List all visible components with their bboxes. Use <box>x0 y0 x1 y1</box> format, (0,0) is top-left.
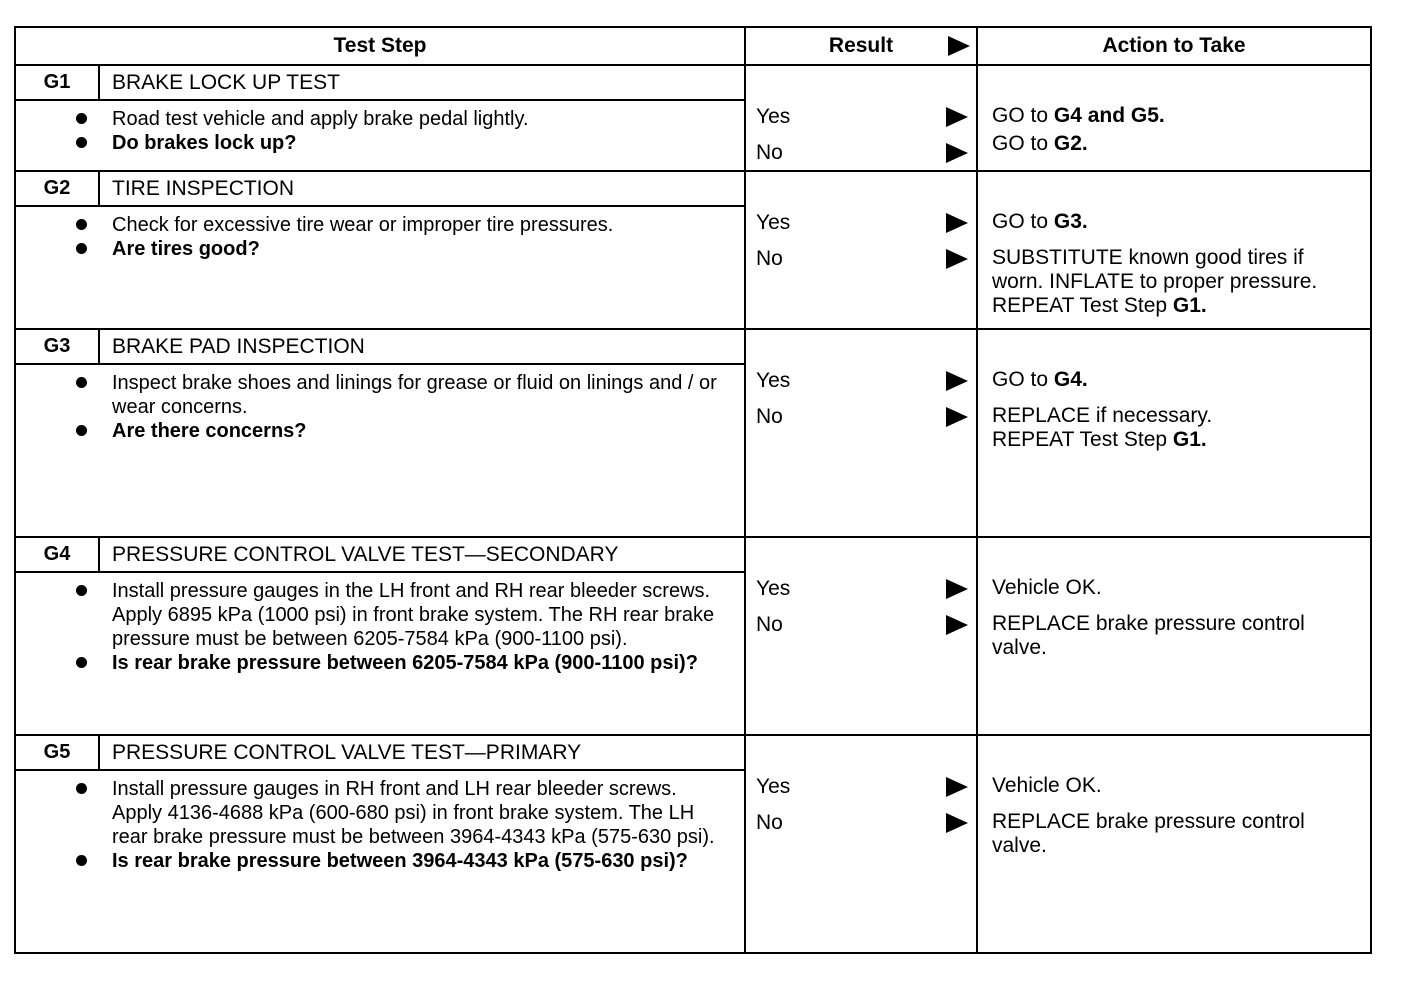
step-results <box>746 736 978 952</box>
step-id: G5 <box>16 736 100 769</box>
step-title-row <box>16 330 744 365</box>
result-no: No <box>746 810 976 846</box>
step-results <box>746 538 978 734</box>
result-no: No <box>746 612 976 648</box>
action-no: REPLACE brake pressure control valve. <box>992 612 1305 659</box>
step-title-row <box>16 172 744 207</box>
step-actions <box>978 736 1370 952</box>
step-results <box>746 330 978 536</box>
result-no: No <box>746 404 976 440</box>
bullet-icon <box>76 657 87 668</box>
step-actions <box>978 66 1370 170</box>
arrow-icon <box>946 143 968 163</box>
step-title: BRAKE LOCK UP TEST <box>112 70 340 94</box>
bullet-icon <box>76 243 87 254</box>
step-g2 <box>16 172 1370 330</box>
step-question: Are there concerns? <box>112 419 724 443</box>
step-actions <box>978 538 1370 734</box>
arrow-icon <box>946 407 968 427</box>
step-actions <box>978 330 1370 536</box>
step-question: Is rear brake pressure between 3964-4343 kPa (575-630 psi)? <box>112 849 724 873</box>
action-yes: GO to G4. <box>992 368 1088 391</box>
step-body <box>16 573 744 681</box>
step-id: G2 <box>16 172 100 205</box>
action-yes: GO to G3. <box>992 210 1088 233</box>
result-no: No <box>746 246 976 282</box>
bullet-icon <box>76 585 87 596</box>
step-body <box>16 771 744 879</box>
step-id: G3 <box>16 330 100 363</box>
action-yes: Vehicle OK. <box>992 576 1102 599</box>
step-actions <box>978 172 1370 328</box>
step-title: BRAKE PAD INSPECTION <box>112 334 365 358</box>
bullet-icon <box>76 425 87 436</box>
arrow-icon <box>948 36 970 56</box>
header-result-label: Result <box>828 34 894 57</box>
action-yes: GO to G4 and G5. <box>992 104 1165 127</box>
test-step-table <box>14 26 1372 954</box>
step-question: Do brakes lock up? <box>112 131 724 155</box>
bullet-icon <box>76 855 87 866</box>
bullet-icon <box>76 137 87 148</box>
step-id: G1 <box>16 66 100 99</box>
step-question: Is rear brake pressure between 6205-7584 kPa (900-1100 psi)? <box>112 651 724 675</box>
step-title-row <box>16 736 744 771</box>
action-no: GO to G2. <box>992 132 1088 155</box>
step-results <box>746 66 978 170</box>
result-yes: Yes <box>746 368 976 404</box>
step-g5 <box>16 736 1370 952</box>
action-no: REPLACE if necessary. REPEAT Test Step G1. <box>992 404 1213 451</box>
arrow-icon <box>946 249 968 269</box>
step-title-row <box>16 538 744 573</box>
arrow-icon <box>946 371 968 391</box>
table-header <box>16 28 1370 66</box>
action-no: REPLACE brake pressure control valve. <box>992 810 1305 857</box>
step-g1 <box>16 66 1370 172</box>
arrow-icon <box>946 213 968 233</box>
header-action: Action to Take <box>1102 34 1246 57</box>
arrow-icon <box>946 615 968 635</box>
bullet-icon <box>76 113 87 124</box>
bullet-icon <box>76 783 87 794</box>
step-body <box>16 365 744 449</box>
step-instruction: Check for excessive tire wear or improper tire pressures. <box>112 213 724 237</box>
action-no: SUBSTITUTE known good tires if worn. INFLATE to proper pressure. REPEAT Test Step G1. <box>992 246 1318 317</box>
arrow-icon <box>946 777 968 797</box>
step-instruction: Inspect brake shoes and linings for grease or fluid on linings and / or wear concerns. <box>112 371 724 419</box>
step-body <box>16 101 744 161</box>
header-result <box>746 28 978 64</box>
bullet-icon <box>76 219 87 230</box>
step-instruction: Install pressure gauges in RH front and LH rear bleeder screws. Apply 4136-4688 kPa (600-680 psi) in front brake system. The LH rear brake pressure must be between 3964-4343 kPa (575-630 psi). <box>112 777 724 849</box>
header-test-step: Test Step <box>16 28 746 64</box>
step-g3 <box>16 330 1370 538</box>
result-no: No <box>746 140 976 176</box>
step-instruction: Install pressure gauges in the LH front and RH rear bleeder screws. Apply 6895 kPa (1000 psi) in front brake system. The RH rear brake pressure must be between 6205-7584 kPa (900-1100 psi). <box>112 579 724 651</box>
step-body <box>16 207 744 267</box>
step-id: G4 <box>16 538 100 571</box>
bullet-icon <box>76 377 87 388</box>
step-question: Are tires good? <box>112 237 724 261</box>
arrow-icon <box>946 813 968 833</box>
step-g4 <box>16 538 1370 736</box>
result-yes: Yes <box>746 774 976 810</box>
step-title: PRESSURE CONTROL VALVE TEST—SECONDARY <box>112 542 619 566</box>
result-yes: Yes <box>746 210 976 246</box>
step-title: PRESSURE CONTROL VALVE TEST—PRIMARY <box>112 740 582 764</box>
step-title-row <box>16 66 744 101</box>
step-title: TIRE INSPECTION <box>112 176 295 200</box>
result-yes: Yes <box>746 576 976 612</box>
arrow-icon <box>946 107 968 127</box>
action-yes: Vehicle OK. <box>992 774 1102 797</box>
result-yes: Yes <box>746 104 976 140</box>
step-results <box>746 172 978 328</box>
arrow-icon <box>946 579 968 599</box>
step-instruction: Road test vehicle and apply brake pedal lightly. <box>112 107 724 131</box>
